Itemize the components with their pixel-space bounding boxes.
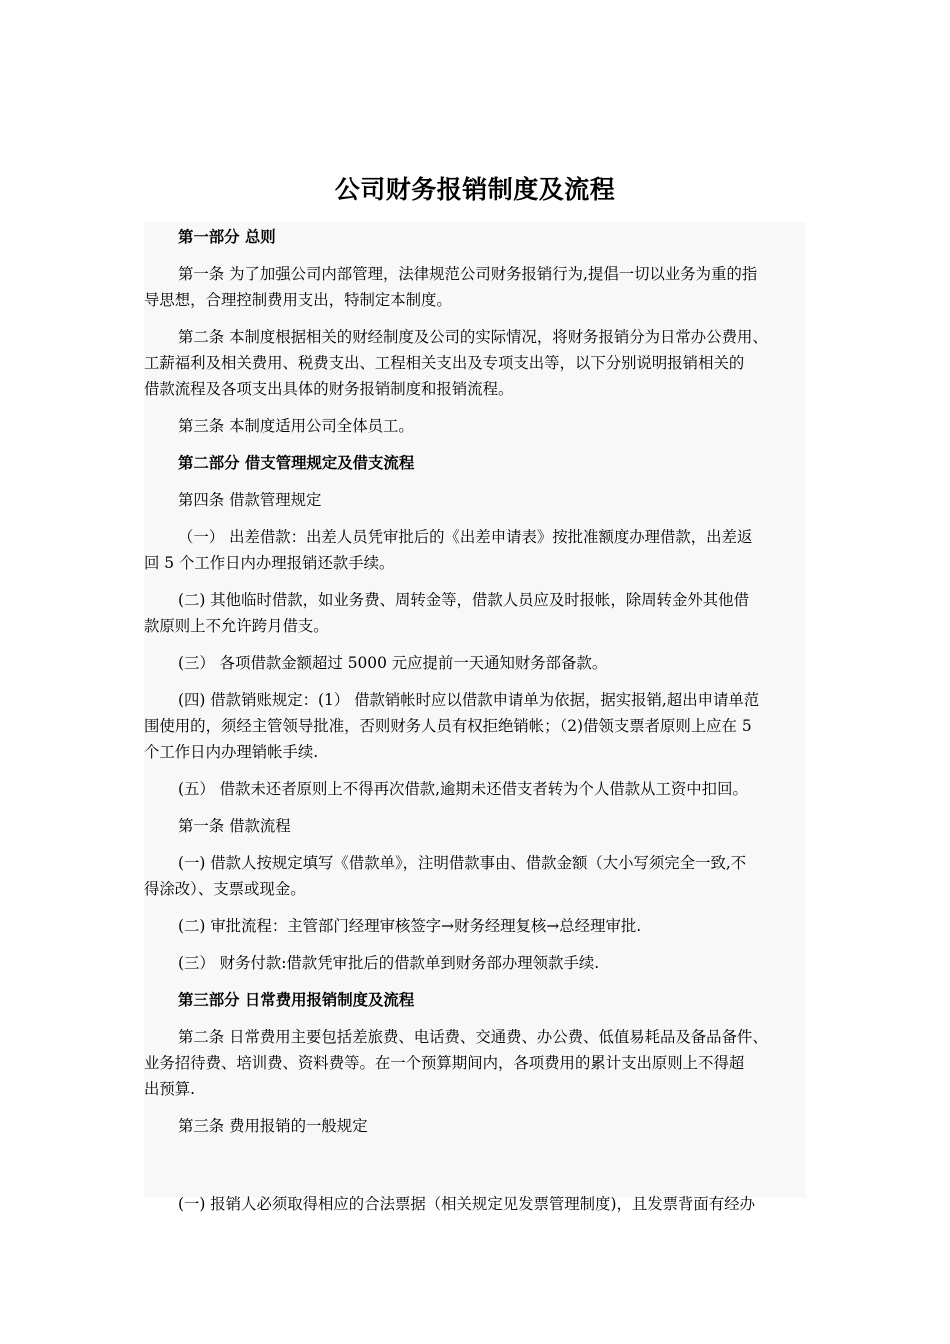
paragraph xyxy=(144,487,806,513)
text-line: 业务招待费、培训费、资料费等。在一个预算期间内，各项费用的累计支出原则上不得超 xyxy=(144,1054,745,1072)
text-line: 第一部分 总则 xyxy=(178,228,276,246)
paragraph xyxy=(144,261,806,313)
text-line: 第一条 借款流程 xyxy=(178,817,291,835)
text-line: (二) 审批流程：主管部门经理审核签字→财务经理复核→总经理审批. xyxy=(178,917,642,935)
paragraph xyxy=(144,650,806,676)
text-line: (四) 借款销账规定：(1） 借款销帐时应以借款申请单为依据，据实报销,超出申请单范 xyxy=(178,691,760,709)
paragraph xyxy=(144,413,806,439)
text-line: 第三条 本制度适用公司全体员工。 xyxy=(178,417,414,435)
section-heading xyxy=(144,450,806,476)
text-line: 个工作日内办理销帐手续. xyxy=(144,743,319,761)
text-line: 第二条 日常费用主要包括差旅费、电话费、交通费、办公费、低值易耗品及备品备件、 xyxy=(178,1028,768,1046)
text-line: (一) 报销人必须取得相应的合法票据（相关规定见发票管理制度)，且发票背面有经办 xyxy=(178,1195,755,1213)
paragraph xyxy=(144,524,806,576)
paragraph xyxy=(144,813,806,839)
text-line: (三） 各项借款金额超过 5000 元应提前一天通知财务部备款。 xyxy=(178,654,608,672)
text-line: 回 5 个工作日内办理报销还款手续。 xyxy=(144,554,395,572)
text-line: 第四条 借款管理规定 xyxy=(178,491,322,509)
paragraph xyxy=(144,587,806,639)
paragraph xyxy=(144,850,806,902)
text-line: 围使用的，须经主管领导批准，否则财务人员有权拒绝销帐；（2)借领支票者原则上应在 5 xyxy=(144,717,752,735)
text-line: (二) 其他临时借款，如业务费、周转金等，借款人员应及时报帐，除周转金外其他借 xyxy=(178,591,749,609)
paragraph xyxy=(144,1113,806,1139)
text-line: 出预算. xyxy=(144,1080,196,1098)
text-line: (三） 财务付款:借款凭审批后的借款单到财务部办理领款手续. xyxy=(178,954,600,972)
text-line: 第二条 本制度根据相关的财经制度及公司的实际情况，将财务报销分为日常办公费用、 xyxy=(178,328,768,346)
text-line: 导思想，合理控制费用支出，特制定本制度。 xyxy=(144,291,452,309)
section-heading xyxy=(144,224,806,250)
paragraph xyxy=(144,687,806,765)
section-heading xyxy=(144,987,806,1013)
text-line: 第二部分 借支管理规定及借支流程 xyxy=(178,454,415,472)
text-line: 得涂改）、支票或现金。 xyxy=(144,880,306,898)
page-title: 公司财务报销制度及流程 xyxy=(334,175,616,204)
paragraph xyxy=(144,776,806,802)
paragraph xyxy=(144,1191,806,1217)
paragraph xyxy=(144,1024,806,1102)
document-body xyxy=(144,222,806,1213)
text-line: 款原则上不允许跨月借支。 xyxy=(144,617,329,635)
text-line: （一） 出差借款：出差人员凭审批后的《出差申请表》按批准额度办理借款，出差返 xyxy=(178,528,753,546)
paragraph xyxy=(144,324,806,402)
text-line: 第三部分 日常费用报销制度及流程 xyxy=(178,991,415,1009)
text-line: (五） 借款未还者原则上不得再次借款,逾期未还借支者转为个人借款从工资中扣回。 xyxy=(178,780,748,798)
paragraph xyxy=(144,950,806,976)
paragraph xyxy=(144,913,806,939)
text-line: 第三条 费用报销的一般规定 xyxy=(178,1117,368,1135)
text-line: 第一条 为了加强公司内部管理，法律规范公司财务报销行为,提倡一切以业务为重的指 xyxy=(178,265,758,283)
text-line: 工薪福利及相关费用、税费支出、工程相关支出及专项支出等，以下分别说明报销相关的 xyxy=(144,354,745,372)
text-line: (一) 借款人按规定填写《借款单》，注明借款事由、借款金额（大小写须完全一致,不 xyxy=(178,854,747,872)
text-line: 借款流程及各项支出具体的财务报销制度和报销流程。 xyxy=(144,380,514,398)
